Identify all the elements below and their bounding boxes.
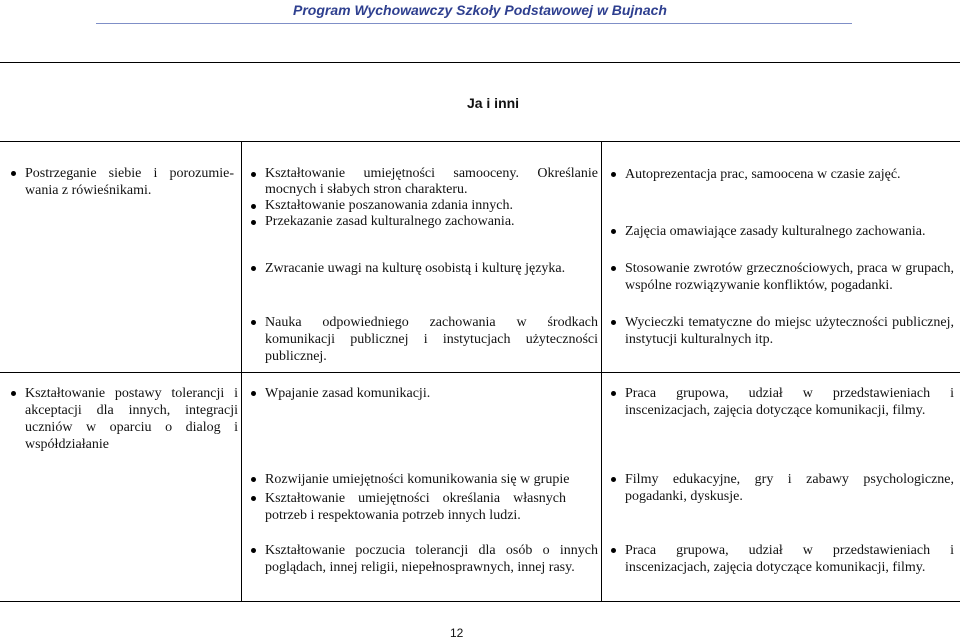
list-item: Praca grupowa, udział w przedstawieniach i inscenizacjach, zajęcia dotyczące komunikacji, filmy. <box>608 385 954 419</box>
row-separator <box>0 372 960 373</box>
list-item: Rozwijanie umiejętności komunikowania się w grupie <box>248 471 602 488</box>
list-item: Autoprezentacja prac, samoocena w czasie zajęć. <box>608 166 954 183</box>
list-item: Przekazanie zasad kulturalnego zachowania. <box>248 214 598 230</box>
row1-methods-c <box>608 260 954 294</box>
row2-block2-methods <box>608 471 954 505</box>
row1-methods-a <box>608 166 954 183</box>
table-top-border <box>0 62 960 63</box>
table-bottom-border <box>0 601 960 602</box>
list-item: Postrzeganie siebie i porozumie-wania z rówieśnikami. <box>8 165 234 199</box>
list-item: Wycieczki tematyczne do miejsc użyteczności publicznej, instytucji kulturalnych itp. <box>608 314 954 348</box>
title-row-bottom-border <box>0 141 960 142</box>
list-item: Nauka odpowiedniego zachowania w środkach komunikacji publicznej i instytucjach użyteczności publicznej. <box>248 314 598 365</box>
list-item: Stosowanie zwrotów grzecznościowych, praca w grupach, wspólne rozwiązywanie konfliktów, pogadanki. <box>608 260 954 294</box>
list-item: Kształtowanie umiejętności określania własnych potrzeb i respektowania potrzeb innych ludzi. <box>248 490 566 524</box>
column-divider-1-upper <box>241 142 242 372</box>
row1-goal <box>8 165 234 199</box>
document-header-title: Program Wychowawczy Szkoły Podstawowej w Bujnach <box>293 2 667 18</box>
column-divider-2-upper <box>601 142 602 372</box>
list-item: Kształtowanie poszanowania zdania innych. <box>248 198 598 214</box>
column-divider-1-lower <box>241 373 242 601</box>
row2-block1-tasks <box>248 385 598 402</box>
row2-goal <box>8 385 238 453</box>
row1-methods-d <box>608 314 954 348</box>
row2-block1-methods <box>608 385 954 419</box>
list-item: Zajęcia omawiające zasady kulturalnego zachowania. <box>608 223 954 240</box>
list-item: Zwracanie uwagi na kulturę osobistą i kulturę języka. <box>248 260 598 277</box>
row2-block3-tasks <box>248 542 598 576</box>
list-item: Kształtowanie poczucia tolerancji dla osób o innych poglądach, innej religii, niepełnosprawnych, innej rasy. <box>248 542 598 576</box>
row2-block2-tasks <box>248 471 602 524</box>
row1-tasks-group-c <box>248 314 598 365</box>
page-number: 12 <box>450 626 464 640</box>
header-rule <box>96 23 852 24</box>
section-title: Ja i inni <box>466 95 520 111</box>
list-item: Kształtowanie postawy tolerancji i akceptacji dla innych, integracji uczniów w oparciu o dialog i współdziałanie <box>8 385 238 453</box>
list-item: Kształtowanie umiejętności samooceny. Określanie mocnych i słabych stron charakteru. <box>248 166 598 198</box>
row1-methods-b <box>608 223 954 240</box>
row1-tasks-group-b <box>248 260 598 277</box>
row1-tasks-group-a <box>248 166 598 230</box>
list-item: Praca grupowa, udział w przedstawieniach i inscenizacjach, zajęcia dotyczące komunikacji, filmy. <box>608 542 954 576</box>
list-item: Filmy edukacyjne, gry i zabawy psychologiczne, pogadanki, dyskusje. <box>608 471 954 505</box>
row2-block3-methods <box>608 542 954 576</box>
list-item: Wpajanie zasad komunikacji. <box>248 385 598 402</box>
